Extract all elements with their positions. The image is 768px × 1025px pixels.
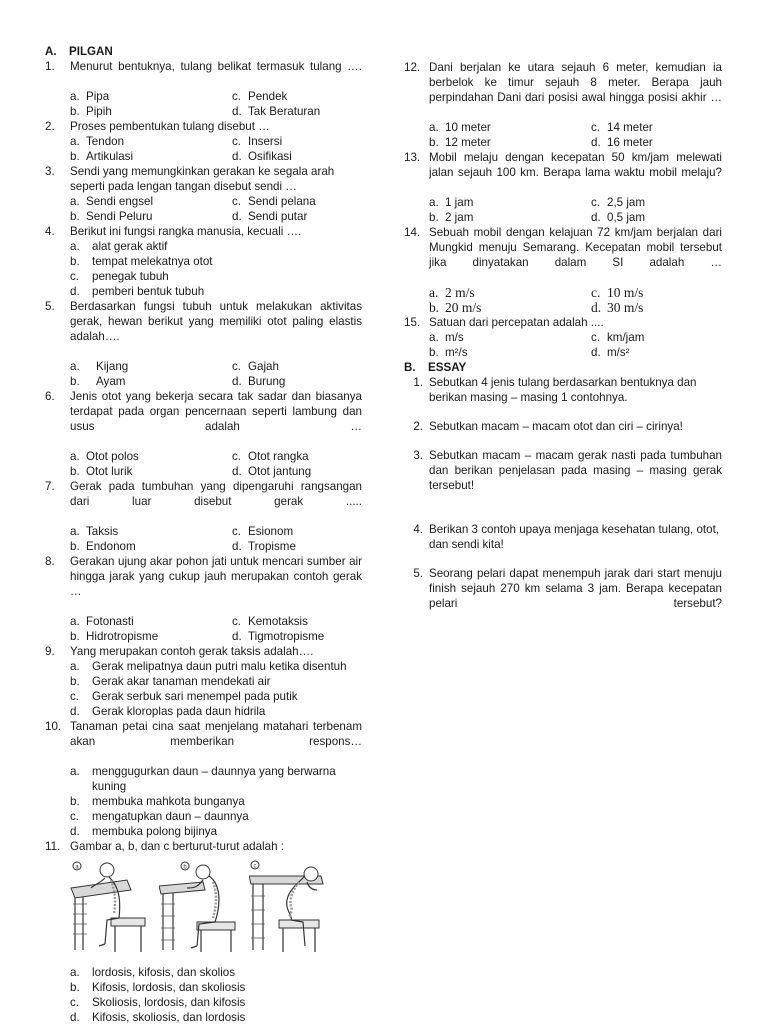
option-c[interactable]: c. 10 m/s xyxy=(591,285,644,300)
option-c[interactable]: c. Insersi xyxy=(232,135,283,148)
option-b[interactable]: b. Pipih xyxy=(70,105,112,118)
option-a[interactable]: a. 10 meter xyxy=(429,121,491,134)
option-b[interactable]: b. Gerak akar tanaman mendekati air xyxy=(70,675,271,688)
question-6: 6. Jenis otot yang bekerja secara tak sadar dan biasanya terdapat pada organ pencernaan seperti lambung dan usus adalah … xyxy=(45,389,362,449)
option-d[interactable]: d. Tigmotropisme xyxy=(232,630,325,643)
left-column xyxy=(45,44,362,1025)
question-9: 9. Yang merupakan contoh gerak taksis adalah…. xyxy=(45,644,362,659)
question-text: Tanaman petai cina saat menjelang matahari terbenam akan memberikan respons… xyxy=(70,720,362,748)
options-grid xyxy=(404,330,722,360)
option-d[interactable]: d. Tropisme xyxy=(232,540,296,553)
option-a[interactable]: a. Gerak melipatnya daun putri malu ketika disentuh xyxy=(70,660,347,673)
option-c[interactable]: c. Gajah xyxy=(232,360,279,373)
question-text: Gerakan ujung akar pohon jati untuk mencari sumber air hingga jarak yang cukup jauh merupakan contoh gerak … xyxy=(70,555,362,598)
option-d[interactable]: d. Tak Beraturan xyxy=(232,105,321,118)
option-a[interactable]: a. alat gerak aktif xyxy=(70,240,168,253)
option-a[interactable]: a. Taksis xyxy=(70,525,119,538)
question-text: Jenis otot yang bekerja secara tak sadar dan biasanya terdapat pada organ pencernaan seperti lambung dan usus adalah … xyxy=(70,390,362,433)
options-list xyxy=(45,659,362,719)
question-10: 10. Tanaman petai cina saat menjelang matahari terbenam akan memberikan respons… xyxy=(45,719,362,764)
option-d[interactable]: d. membuka polong bijinya xyxy=(70,825,218,838)
option-d[interactable]: d. Otot jantung xyxy=(232,465,312,478)
essay-text: Seorang pelari dapat menempuh jarak dari start menuju finish sejauh 270 km selama 3 jam. Berapa kecepatan pelari tersebut? xyxy=(429,567,722,610)
question-1: 1. Menurut bentuknya, tulang belikat termasuk tulang …. xyxy=(45,59,362,89)
option-a[interactable]: a. Otot polos xyxy=(70,450,139,463)
essay-question-1: 1. Sebutkan 4 jenis tulang berdasarkan bentuknya dan berikan masing – masing 1 contohnya. xyxy=(404,375,722,405)
question-7: 7. Gerak pada tumbuhan yang dipengaruhi rangsangan dari luar disebut gerak ..... xyxy=(45,479,362,524)
question-4: 4. Berikut ini fungsi rangka manusia, kecuali …. xyxy=(45,224,362,239)
option-c[interactable]: c. mengatupkan daun – daunnya xyxy=(70,810,249,823)
question-5: 5. Berdasarkan fungsi tubuh untuk melakukan aktivitas gerak, hewan berikut yang memiliki otot paling elastis adalah…. xyxy=(45,299,362,359)
question-text: Gerak pada tumbuhan yang dipengaruhi rangsangan dari luar disebut gerak ..... xyxy=(70,480,362,508)
option-a[interactable]: a. Kijang xyxy=(70,360,129,373)
essay-question-2: 2. Sebutkan macam – macam otot dan ciri – cirinya! xyxy=(404,419,722,434)
option-b[interactable]: b. Otot lurik xyxy=(70,465,133,478)
options-grid xyxy=(45,359,362,389)
option-a[interactable]: a. Sendi engsel xyxy=(70,195,154,208)
question-text: Yang merupakan contoh gerak taksis adalah…. xyxy=(70,645,314,658)
option-a[interactable]: a. Tendon xyxy=(70,135,125,148)
question-13: 13. Mobil melaju dengan kecepatan 50 km/jam melewati jalan sejauh 100 km. Berapa lama waktu mobil melaju? xyxy=(404,150,722,195)
option-d[interactable]: d. Gerak kloroplas pada daun hidrila xyxy=(70,705,266,718)
posture-illustrations xyxy=(45,860,362,956)
option-b[interactable]: b. tempat melekatnya otot xyxy=(70,255,213,268)
question-text: Berdasarkan fungsi tubuh untuk melakukan aktivitas gerak, hewan berikut yang memiliki otot paling elastis adalah…. xyxy=(70,300,362,343)
option-b[interactable]: b. Endonom xyxy=(70,540,136,553)
option-c[interactable]: c. 14 meter xyxy=(591,121,653,134)
essay-text: Berikan 3 contoh upaya menjaga kesehatan tulang, otot, dan sendi kita! xyxy=(429,523,720,551)
options-grid xyxy=(404,195,722,225)
essay-question-5: 5. Seorang pelari dapat menempuh jarak dari start menuju finish sejauh 270 km selama 3 jam. Berapa kecepatan pelari tersebut? xyxy=(404,566,722,626)
posture-figure-c xyxy=(249,860,329,956)
option-b[interactable]: b. Ayam xyxy=(70,375,126,388)
essay-text: Sebutkan macam – macam otot dan ciri – cirinya! xyxy=(429,420,683,433)
question-3: 3. Sendi yang memungkinkan gerakan ke segala arah seperti pada lengan tangan disebut sendi … xyxy=(45,164,362,194)
option-d[interactable]: d. 0,5 jam xyxy=(591,211,646,224)
option-c[interactable]: c. Esionom xyxy=(232,525,294,538)
question-text: Mobil melaju dengan kecepatan 50 km/jam melewati jalan sejauh 100 km. Berapa lama waktu mobil melaju? xyxy=(429,151,722,179)
option-d[interactable]: d. m/s² xyxy=(591,346,630,359)
question-text: Proses pembentukan tulang disebut … xyxy=(70,120,270,133)
options-grid xyxy=(45,134,362,164)
essay-text: Sebutkan 4 jenis tulang berdasarkan bentuknya dan berikan masing – masing 1 contohnya. xyxy=(429,376,697,404)
option-d[interactable]: d. Osifikasi xyxy=(232,150,292,163)
options-grid xyxy=(45,194,362,224)
option-b[interactable]: b. Artikulasi xyxy=(70,150,134,163)
option-a[interactable]: a. m/s xyxy=(429,331,464,344)
option-c[interactable]: c. Gerak serbuk sari menempel pada putik xyxy=(70,690,298,703)
options-list xyxy=(45,239,362,299)
option-a[interactable]: a. Fotonasti xyxy=(70,615,134,628)
options-grid xyxy=(404,285,722,315)
option-c[interactable]: c. km/jam xyxy=(591,331,645,344)
option-b[interactable]: b. m²/s xyxy=(429,346,468,359)
section-heading-essay: B. ESSAY xyxy=(404,361,467,374)
question-text: Dani berjalan ke utara sejauh 6 meter, kemudian ia berbelok ke timur sejauh 8 meter. Berapa jauh perpindahan Dani dari posisi awal hingga posisi akhir … xyxy=(429,61,722,104)
option-a[interactable]: a. Pipa xyxy=(70,90,110,103)
option-d[interactable]: d. 30 m/s xyxy=(591,300,644,315)
option-c[interactable]: c. penegak tubuh xyxy=(70,270,169,283)
question-text: Berikut ini fungsi rangka manusia, kecuali …. xyxy=(70,225,302,238)
option-b[interactable]: b. Sendi Peluru xyxy=(70,210,153,223)
option-c[interactable]: c. Sendi pelana xyxy=(232,195,316,208)
figure-label-a: a xyxy=(75,864,79,871)
option-d[interactable]: d. 16 meter xyxy=(591,136,653,149)
option-c[interactable]: c. Otot rangka xyxy=(232,450,309,463)
essay-question-4: 4. Berikan 3 contoh upaya menjaga kesehatan tulang, otot, dan sendi kita! xyxy=(404,522,722,552)
option-c[interactable]: c. Skoliosis, lordosis, dan kifosis xyxy=(70,996,246,1009)
figure-label-c: c xyxy=(253,863,257,870)
option-a[interactable]: a. 1 jam xyxy=(429,196,474,209)
question-14: 14. Sebuah mobil dengan kelajuan 72 km/jam berjalan dari Mungkid menuju Semarang. Kecepatan mobil tersebut jika dinyatakan dalam SI adalah … xyxy=(404,225,722,285)
options-grid xyxy=(45,524,362,554)
option-d[interactable]: d. Burung xyxy=(232,375,286,388)
options-grid xyxy=(45,449,362,479)
options-list xyxy=(45,965,362,1025)
question-text: Menurut bentuknya, tulang belikat termasuk tulang …. xyxy=(70,60,362,73)
option-a[interactable]: a. lordosis, kifosis, dan skolios xyxy=(70,966,236,979)
question-8: 8. Gerakan ujung akar pohon jati untuk mencari sumber air hingga jarak yang cukup jauh merupakan contoh gerak … xyxy=(45,554,362,614)
essay-question-3: 3. Sebutkan macam – macam gerak nasti pada tumbuhan dan berikan penjelasan pada masing – masing gerak tersebut! xyxy=(404,448,722,508)
posture-figure-b xyxy=(159,860,239,956)
option-c[interactable]: c. Kemotaksis xyxy=(232,615,308,628)
question-text: Sendi yang memungkinkan gerakan ke segala arah seperti pada lengan tangan disebut sendi … xyxy=(70,165,335,193)
option-b[interactable]: b. Kifosis, lordosis, dan skoliosis xyxy=(70,981,246,994)
question-text: Gambar a, b, dan c berturut-turut adalah : xyxy=(70,840,284,853)
option-c[interactable]: c. Pendek xyxy=(232,90,288,103)
option-d[interactable]: d. pemberi bentuk tubuh xyxy=(70,285,205,298)
option-a[interactable]: a. 2 m/s xyxy=(429,285,475,300)
question-text: Sebuah mobil dengan kelajuan 72 km/jam berjalan dari Mungkid menuju Semarang. Kecepatan mobil tersebut jika dinyatakan dalam SI adalah … xyxy=(429,226,722,269)
question-12: 12. Dani berjalan ke utara sejauh 6 meter, kemudian ia berbelok ke timur sejauh 8 meter. Berapa jauh perpindahan Dani dari posisi awal hingga posisi akhir … xyxy=(404,60,722,120)
question-11: 11. Gambar a, b, dan c berturut-turut adalah : xyxy=(45,839,362,854)
option-d[interactable]: d. Sendi putar xyxy=(232,210,308,223)
option-d[interactable]: d. Kifosis, skoliosis, dan lordosis xyxy=(70,1011,246,1024)
option-a[interactable]: a. menggugurkan daun – daunnya yang berwarna kuning xyxy=(70,765,336,793)
question-2: 2. Proses pembentukan tulang disebut … xyxy=(45,119,362,134)
options-list xyxy=(45,764,362,839)
option-c[interactable]: c. 2,5 jam xyxy=(591,196,646,209)
section-heading-pilgan: A. PILGAN xyxy=(45,45,113,58)
options-grid xyxy=(45,89,362,119)
options-grid xyxy=(404,120,722,150)
option-b[interactable]: b. 20 m/s xyxy=(429,300,482,315)
essay-text: Sebutkan macam – macam gerak nasti pada tumbuhan dan berikan penjelasan pada masing – masing gerak tersebut! xyxy=(429,449,722,492)
question-text: Satuan dari percepatan adalah .... xyxy=(429,316,604,329)
posture-figure-a xyxy=(69,860,149,956)
question-15: 15. Satuan dari percepatan adalah .... xyxy=(404,315,722,330)
option-b[interactable]: b. Hidrotropisme xyxy=(70,630,159,643)
figure-label-b: b xyxy=(183,864,187,871)
option-b[interactable]: b. 2 jam xyxy=(429,211,474,224)
option-b[interactable]: b. membuka mahkota bunganya xyxy=(70,795,245,808)
option-b[interactable]: b. 12 meter xyxy=(429,136,491,149)
right-column xyxy=(404,60,722,640)
options-grid xyxy=(45,614,362,644)
